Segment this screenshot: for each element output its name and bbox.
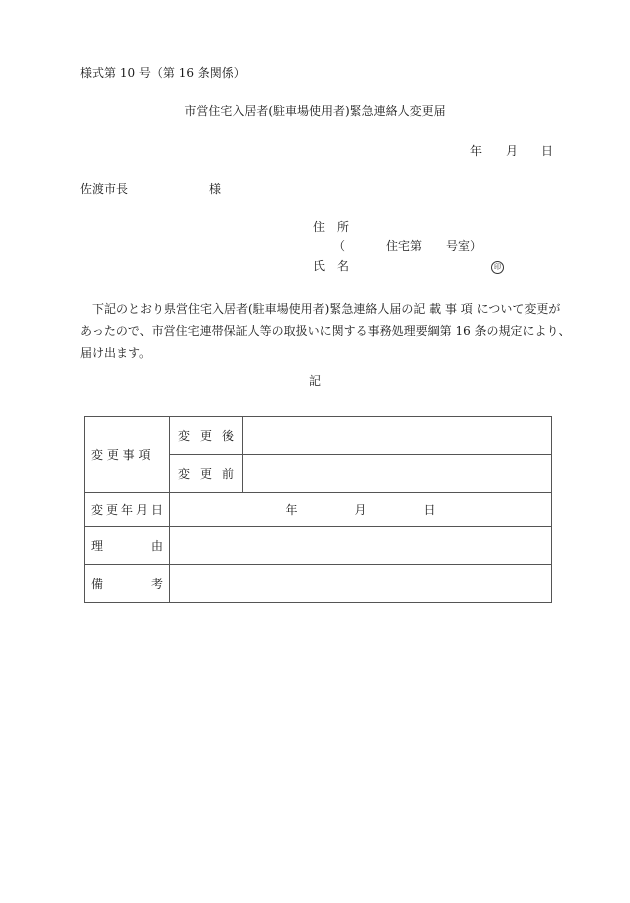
body-paragraph (80, 298, 571, 364)
address-label: 住 所 (313, 220, 350, 234)
before-value-field[interactable] (243, 455, 552, 493)
reason-label: 理由 (85, 527, 170, 565)
seal-mark (491, 258, 504, 274)
seal-icon: 印 (491, 261, 504, 274)
table-row (85, 417, 552, 455)
table-row (85, 493, 552, 527)
form-number: 様式第 10 号（第 16 条関係） (80, 66, 246, 80)
change-date-field[interactable]: 年 月 日 (170, 493, 552, 527)
table-row (85, 565, 552, 603)
housing-label: 住宅第 (386, 239, 423, 253)
remarks-field[interactable] (170, 565, 552, 603)
body-line-3: 届け出ます。 (80, 346, 152, 360)
ki-heading: 記 (309, 374, 322, 388)
room-label: 号室） (446, 239, 483, 253)
date-day: 日 (541, 144, 554, 158)
addressee-name: 佐渡市長 (80, 182, 129, 196)
after-label: 変更後 (170, 417, 243, 455)
after-value-field[interactable] (243, 417, 552, 455)
housing-open: （ (333, 239, 346, 253)
form-title: 市営住宅入居者(駐車場使用者)緊急連絡人変更届 (184, 104, 446, 118)
reason-field[interactable] (170, 527, 552, 565)
date-label: 変更年月日 (85, 493, 170, 527)
name-label: 氏 名 (313, 259, 350, 273)
table-row (85, 527, 552, 565)
change-table (84, 416, 552, 603)
change-items-label: 変 更 事 項 (85, 417, 170, 493)
body-line-2: あったので、市営住宅連帯保証人等の取扱いに関する事務処理要綱第 16 条の規定により、 (80, 324, 571, 338)
date-year: 年 (470, 144, 483, 158)
addressee-honorific: 様 (209, 182, 222, 196)
remarks-label: 備考 (85, 565, 170, 603)
date-month: 月 (506, 144, 519, 158)
before-label: 変更前 (170, 455, 243, 493)
body-line-1: 下記のとおり県営住宅入居者(駐車場使用者)緊急連絡人届の記 載 事 項 について変更が (92, 302, 561, 316)
